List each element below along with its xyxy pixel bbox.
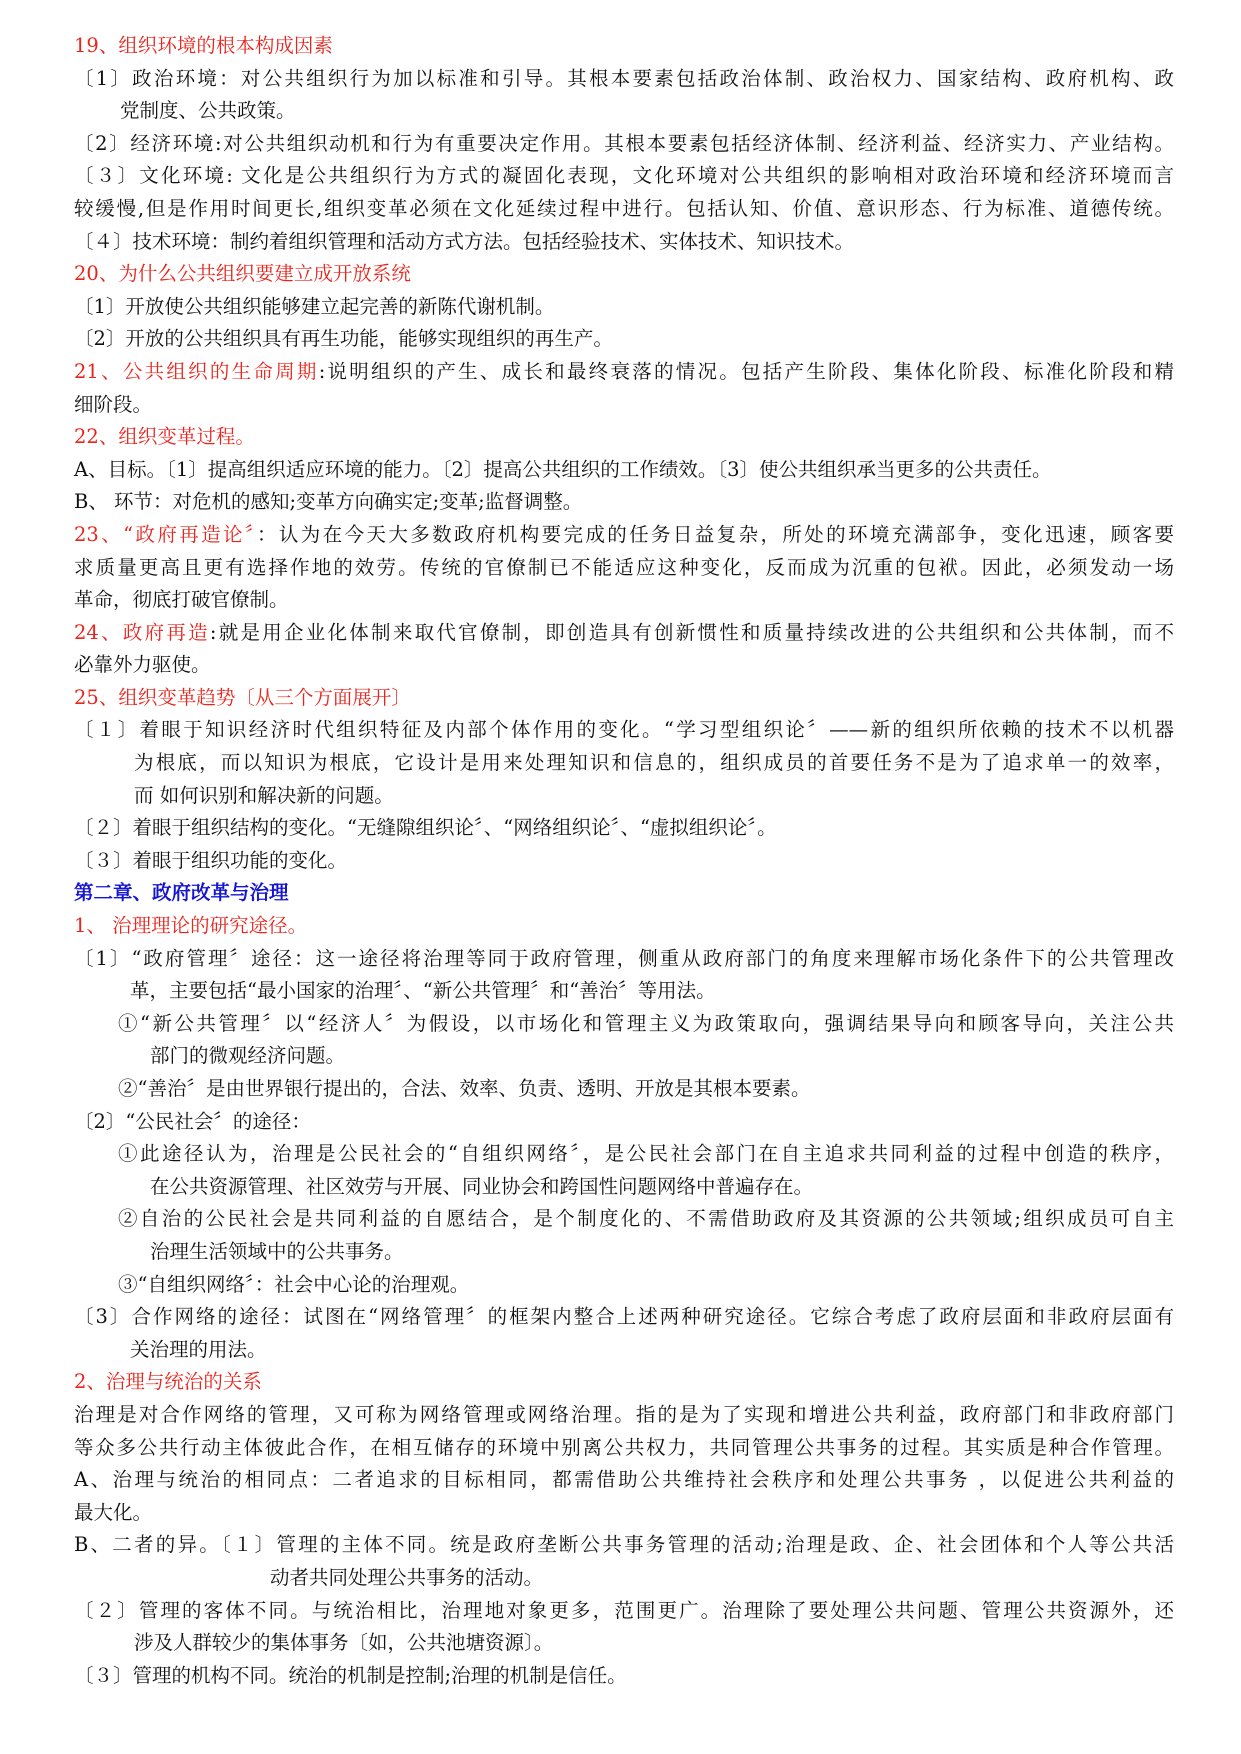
text-line <box>74 1627 1174 1660</box>
line-text: B、二者的异。〔１〕管理的主体不同。统是政府垄断公共事务管理的活动;治理是政、企、社会团体和个人等公共活 <box>74 1533 1174 1557</box>
line-text: 而 如何识别和解决新的问题。 <box>134 783 394 807</box>
text-line <box>74 519 1174 552</box>
line-text: ①“新公共管理〞以“经济人〞为假设，以市场化和管理主义为政策取向，强调结果导向和顾客导向，关注公共 <box>118 1011 1174 1035</box>
text-line <box>74 1106 1174 1139</box>
text-line <box>74 1660 1174 1693</box>
line-text: 最大化。 <box>74 1500 153 1524</box>
line-text: 22、组织变革过程。 <box>74 425 255 449</box>
line-text: A、治理与统治的相同点：二者追求的目标相同，都需借助公共维持社会秩序和处理公共事务 ，以促进公共利益的 <box>74 1468 1174 1492</box>
text-line <box>74 812 1174 845</box>
text-line <box>74 454 1174 487</box>
text-line <box>74 910 1174 943</box>
text-line <box>74 1497 1174 1530</box>
text-line <box>74 160 1174 193</box>
text-line <box>74 877 1174 910</box>
line-text: 〔３〕着眼于组织功能的变化。 <box>74 848 348 872</box>
text-line <box>74 1203 1174 1236</box>
text-line <box>74 226 1174 259</box>
heading-label: 21、公共组织的生命周期 <box>74 359 319 383</box>
text-line <box>74 1073 1174 1106</box>
line-text: 第二章、政府改革与治理 <box>74 881 289 905</box>
line-text: ②“善治〞是由世界银行提出的，合法、效率、负责、透明、开放是其根本要素。 <box>118 1077 811 1100</box>
text-line <box>74 1366 1174 1399</box>
text-line <box>74 193 1174 226</box>
line-text: 〔３〕文化环境: 文化是公共组织行为方式的凝固化表现，文化环境对公共组织的影响相对政治环境和经济环境而言 <box>74 164 1174 188</box>
line-text: 党制度、公共政策。 <box>120 99 296 123</box>
line-text: 〔3〕合作网络的途径：试图在“网络管理〞的框架内整合上述两种研究途径。它综合考虑了政府层面和非政府层面有 <box>74 1305 1174 1329</box>
line-text: 1、 治理理论的研究途径。 <box>74 914 308 938</box>
text-line <box>74 63 1174 96</box>
text-line <box>74 1301 1174 1334</box>
text-line <box>74 1236 1174 1269</box>
text-line <box>74 552 1174 585</box>
line-text: 〔４〕技术环境：制约着组织管理和活动方式方法。包括经验技术、实体技术、知识技术。 <box>74 229 855 253</box>
line-text: 治理是对合作网络的管理，又可称为网络管理或网络治理。指的是为了实现和增进公共利益，政府部门和非政府部门 <box>74 1402 1174 1426</box>
line-text: 19、组织环境的根本构成因素 <box>74 34 333 57</box>
line-text: :说明组织的产生、成长和最终衰落的情况。包括产生阶段、集体化阶段、标准化阶段和精 <box>318 359 1174 383</box>
line-text: 动者共同处理公共事务的活动。 <box>270 1565 544 1589</box>
text-line <box>74 1432 1174 1465</box>
text-line <box>74 1399 1174 1432</box>
text-line <box>74 714 1174 747</box>
line-text: 2、治理与统治的关系 <box>74 1370 262 1394</box>
line-text: ②自治的公民社会是共同利益的自愿结合，是个制度化的、不需借助政府及其资源的公共领域;组织成员可自主 <box>118 1207 1174 1231</box>
line-text: 较缓慢,但是作用时间更长,组织变革必须在文化延续过程中进行。包括认知、价值、意识形态、行为标准、道德传统。 <box>74 196 1174 220</box>
text-line <box>74 356 1174 389</box>
line-text: 〔２〕管理的客体不同。与统治相比，治理地对象更多，范围更广。治理除了要处理公共问题、管理公共资源外，还 <box>74 1598 1174 1622</box>
line-text: 革命，彻底打破官僚制。 <box>74 588 289 612</box>
line-text: 20、为什么公共组织要建立成开放系统 <box>74 262 411 286</box>
line-text: 治理生活领域中的公共事务。 <box>150 1239 404 1263</box>
text-line <box>74 389 1174 422</box>
line-text: 〔３〕管理的机构不同。统治的机制是控制;治理的机制是信任。 <box>74 1663 627 1687</box>
line-text: 为根底，而以知识为根底，它设计是用来处理知识和信息的，组织成员的首要任务不是为了追求单一的效率， <box>134 751 1174 775</box>
line-text: 25、组织变革趋势〔从三个方面展开〕 <box>74 685 411 709</box>
line-text: 必靠外力驱使。 <box>74 653 211 677</box>
text-line <box>74 421 1174 454</box>
text-line <box>74 128 1174 161</box>
text-line <box>74 584 1174 617</box>
text-line <box>74 1138 1174 1171</box>
text-line <box>74 682 1174 715</box>
line-text: 〔1〕“政府管理〞途径：这一途径将治理等同于政府管理，侧重从政府部门的角度来理解市场化条件下的公共管理改 <box>74 946 1174 970</box>
line-text: 〔2〕“公民社会〞的途径： <box>74 1109 311 1133</box>
line-text: 〔2〕经济环境:对公共组织动机和行为有重要决定作用。其根本要素包括经济体制、经济利益、经济实力、产业结构。 <box>74 131 1174 155</box>
text-line <box>74 1595 1174 1628</box>
text-line <box>74 943 1174 976</box>
text-line <box>74 1334 1174 1367</box>
text-line <box>74 30 1174 63</box>
line-text: 〔2〕开放的公共组织具有再生功能，能够实现组织的再生产。 <box>74 327 613 351</box>
line-text: ①此途径认为，治理是公民社会的“自组织网络〞，是公民社会部门在自主追求共同利益的过程中创造的秩序， <box>118 1142 1174 1166</box>
text-line <box>74 1562 1174 1595</box>
text-line <box>74 747 1174 780</box>
text-line <box>74 95 1174 128</box>
line-text: 〔1〕开放使公共组织能够建立起完善的新陈代谢机制。 <box>74 294 555 318</box>
line-text: 〔1〕政治环境：对公共组织行为加以标准和引导。其根本要素包括政治体制、政治权力、国家结构、政府机构、政 <box>74 66 1174 90</box>
line-text: A、目标。〔1〕提高组织适应环境的能力。〔2〕提高公共组织的工作绩效。〔3〕使公共组织承当更多的公共责任。 <box>74 457 1052 481</box>
line-text: 革，主要包括“最小国家的治理〞、“新公共管理〞和“善治〞等用法。 <box>130 979 716 1003</box>
heading-label: 24、政府再造 <box>74 620 210 644</box>
text-line <box>74 780 1174 813</box>
text-line <box>74 1529 1174 1562</box>
line-text: 求质量更高且更有选择作地的效劳。传统的官僚制已不能适应这种变化，反而成为沉重的包袱。因此，必须发动一场 <box>74 555 1174 579</box>
line-text: B、 环节：对危机的感知;变革方向确实定;变革;监督调整。 <box>74 490 583 514</box>
text-line <box>74 1008 1174 1041</box>
line-text: 部门的微观经济问题。 <box>150 1044 346 1068</box>
line-text: 涉及人群较少的集体事务〔如，公共池塘资源〕。 <box>134 1631 554 1655</box>
line-text: 细阶段。 <box>74 392 153 416</box>
text-line <box>74 291 1174 324</box>
heading-label: 23、“政府再造论〞 <box>74 522 258 546</box>
text-line <box>74 258 1174 291</box>
line-text: ：认为在今天大多数政府机构要完成的任务日益复杂，所处的环境充满部争，变化迅速，顾客要 <box>257 522 1174 546</box>
line-text: 〔１〕着眼于知识经济时代组织特征及内部个体作用的变化。“学习型组织论〞——新的组织所依赖的技术不以机器 <box>74 718 1174 742</box>
text-line <box>74 649 1174 682</box>
text-line <box>74 1171 1174 1204</box>
text-line <box>74 1464 1174 1497</box>
text-line <box>74 1040 1174 1073</box>
text-line <box>74 1269 1174 1302</box>
line-text: 关治理的用法。 <box>130 1337 267 1361</box>
document-page <box>74 30 1174 1692</box>
line-text: 等众多公共行动主体彼此合作，在相互储存的环境中别离公共权力，共同管理公共事务的过程。其实质是种合作管理。 <box>74 1435 1174 1459</box>
line-text: ③“自组织网络〞：社会中心论的治理观。 <box>118 1272 470 1296</box>
line-text: :就是用企业化体制来取代官僚制，即创造具有创新惯性和质量持续改进的公共组织和公共体制，而不 <box>209 620 1174 644</box>
text-line <box>74 486 1174 519</box>
line-text: 在公共资源管理、社区效劳与开展、同业协会和跨国性问题网络中普遍存在。 <box>150 1174 814 1198</box>
line-text: 〔２〕着眼于组织结构的变化。“无缝隙组织论〞、“网络组织论〞、“虚拟组织论〞。 <box>74 816 777 840</box>
text-line <box>74 617 1174 650</box>
text-line <box>74 975 1174 1008</box>
text-line <box>74 845 1174 878</box>
text-line <box>74 323 1174 356</box>
